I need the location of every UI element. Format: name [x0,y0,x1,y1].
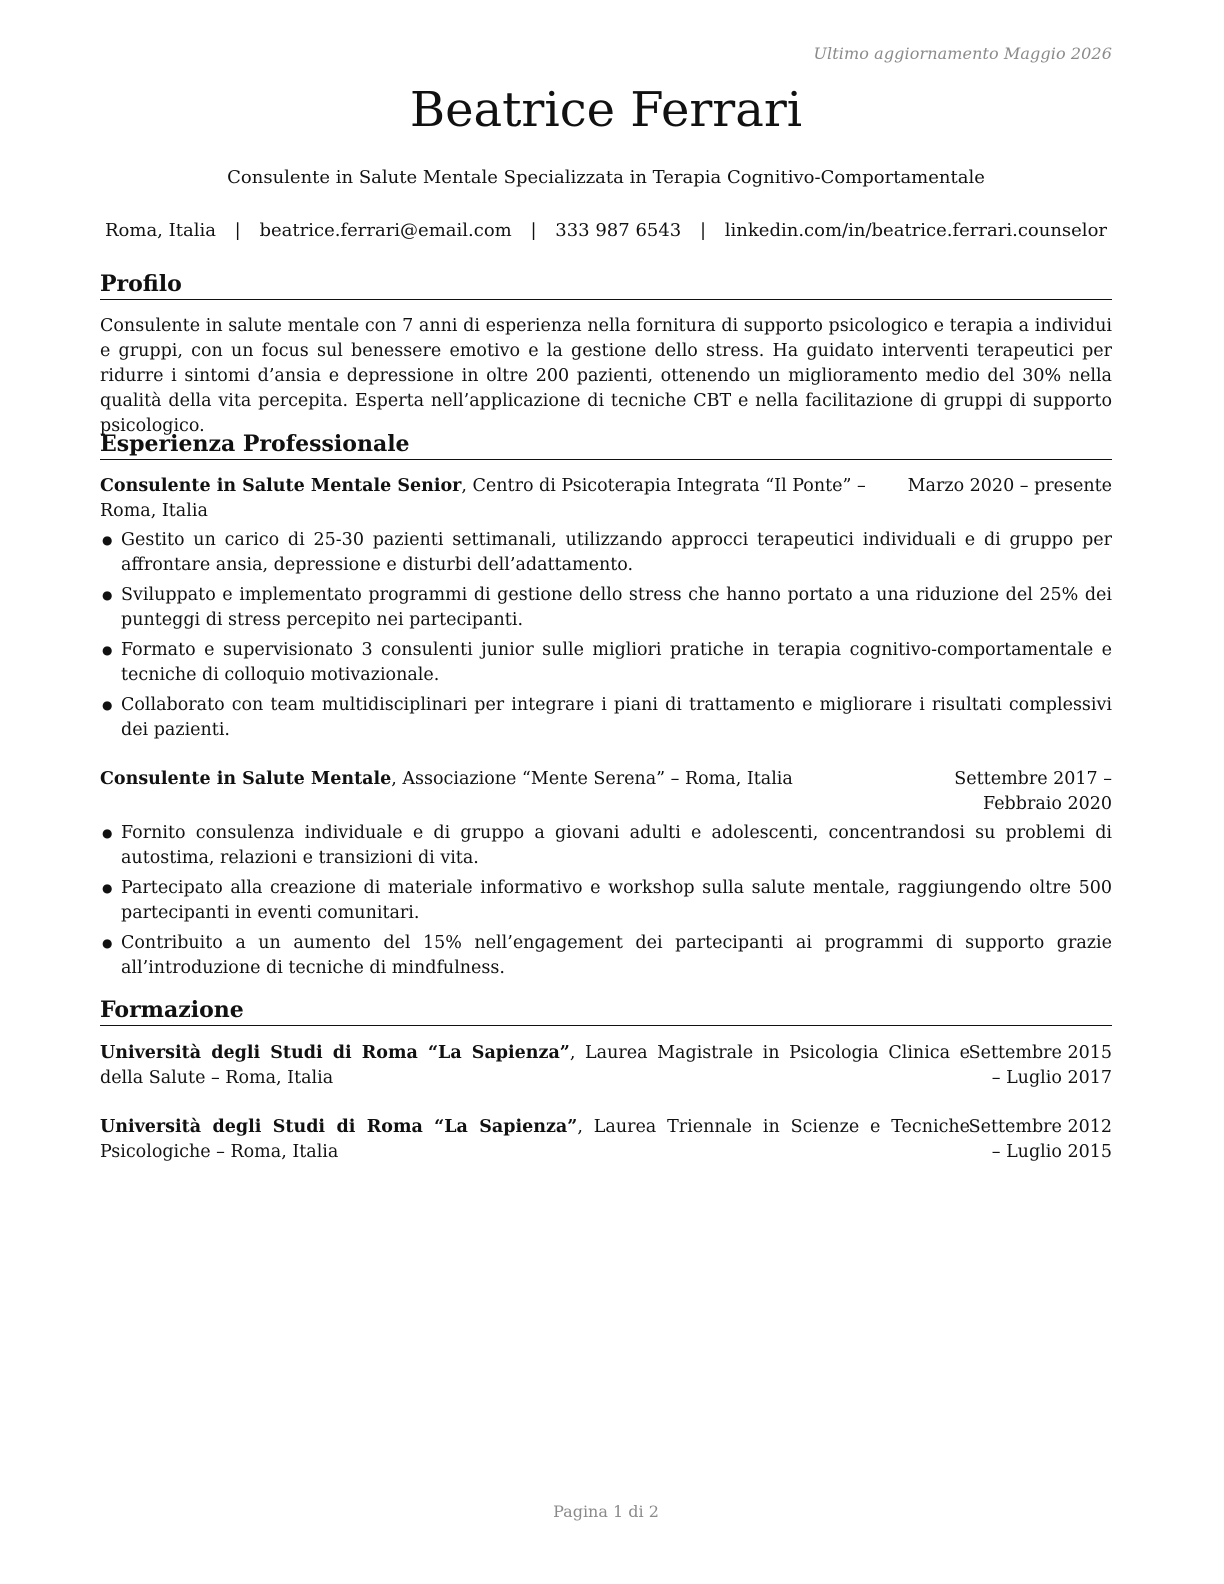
contact-separator: | [234,220,241,241]
list-item: ● Collaborato con team multidisciplinari per integrare i piani di trattamento e migliorare i risultati complessivi dei pazienti. [100,693,1112,743]
page-number: Pagina 1 di 2 [553,1502,659,1521]
job-header [100,474,1112,524]
last-updated: Ultimo aggiornamento Maggio 2026 [813,44,1112,63]
education-dates: Settembre 2012 – Luglio 2015 [968,1117,1112,1162]
education-title-line [100,1115,970,1165]
list-item: ● Contribuito a un aumento del 15% nell’engagement dei partecipanti ai programmi di supporto grazie all’introduzione di tecniche di mindfulness. [100,931,1112,981]
education-school: Università degli Studi di Roma “La Sapienza” [100,1043,570,1063]
contact-line [100,220,1112,241]
section-title-education: Formazione [100,997,1112,1026]
job-dates: Marzo 2020 – presente [907,476,1112,496]
contact-email[interactable]: beatrice.ferrari@email.com [259,220,512,241]
education-entry [100,1115,1112,1165]
candidate-name: Beatrice Ferrari [409,82,803,138]
job-role: Consulente in Salute Mentale Senior [100,476,462,496]
contact-separator: | [530,220,537,241]
headline: Consulente in Salute Mentale Specializzata in Terapia Cognitivo-Comportamentale [227,167,985,188]
job-bullets [100,821,1112,981]
list-item: ● Formato e supervisionato 3 consulenti junior sulle migliori pratiche in terapia cognitivo-comportamentale e tecniche di colloquio motivazionale. [100,638,1112,688]
education-title-line [100,1041,970,1091]
education-dates: Settembre 2015 – Luglio 2017 [968,1043,1112,1088]
resume-page [100,0,1112,1584]
section-title-profile: Profilo [100,271,1112,300]
job-organization: , Associazione “Mente Serena” – Roma, Italia [391,769,793,789]
list-item: ● Sviluppato e implementato programmi di gestione dello stress che hanno portato a una riduzione del 25% dei punteggi di stress percepito nei partecipanti. [100,583,1112,633]
list-item: ● Partecipato alla creazione di materiale informativo e workshop sulla salute mentale, raggiungendo oltre 500 partecipanti in eventi comunitari. [100,876,1112,926]
list-item: ● Fornito consulenza individuale e di gruppo a giovani adulti e adolescenti, concentrandosi su problemi di autostima, relazioni e transizioni di vita. [100,821,1112,871]
education-degree: , Laurea Triennale in Scienze e Tecniche Psicologiche – Roma, Italia [100,1117,971,1162]
contact-separator: | [699,220,707,241]
education-school: Università degli Studi di Roma “La Sapienza” [100,1117,578,1137]
job-entry [100,767,1112,986]
list-item: ● Gestito un carico di 25-30 pazienti settimanali, utilizzando approcci terapeutici individuali e di gruppo per affrontare ansia, depressione e disturbi dell’adattamento. [100,528,1112,578]
job-organization: , Centro di Psicoterapia Integrata “Il Ponte” – Roma, Italia [100,476,866,521]
contact-linkedin[interactable]: linkedin.com/in/beatrice.ferrari.counselor [724,220,1108,241]
contact-phone[interactable]: 333 987 6543 [555,220,682,241]
contact-location: Roma, Italia [104,220,216,241]
section-title-experience: Esperienza Professionale [100,431,1112,460]
education-degree: , Laurea Magistrale in Psicologia Clinica e della Salute – Roma, Italia [100,1043,970,1088]
job-entry [100,474,1112,748]
job-dates: Settembre 2017 – Febbraio 2020 [954,769,1112,814]
profile-summary: Consulente in salute mentale con 7 anni di esperienza nella fornitura di supporto psicologico e terapia a individui e gruppi, con un focus sul benessere emotivo e la gestione dello stress. Ha guidato interventi terapeutici per ridurre i sintomi d’ansia e depressione in oltre 200 pazienti, ottenendo un miglioramento medio del 30% nella qualità della vita percepita. Esperta nell’applicazione di tecniche CBT e nella facilitazione di gruppi di supporto psicologico. [100,316,1112,436]
job-bullets [100,528,1112,743]
education-entry [100,1041,1112,1091]
job-header [100,767,1112,814]
job-role: Consulente in Salute Mentale [100,769,392,789]
